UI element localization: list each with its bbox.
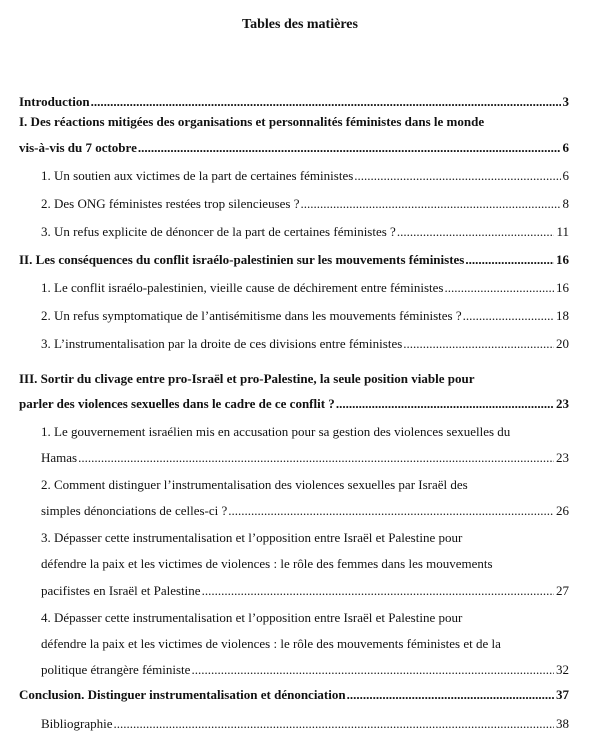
toc-subsection-row <box>41 279 569 297</box>
toc-subsection-row <box>41 195 569 213</box>
dot-leader <box>347 686 554 704</box>
toc-entry-text: Bibliographie <box>41 716 113 731</box>
dot-leader <box>191 661 554 679</box>
toc-entry-text: 1. Le gouvernement israélien mis en accusation pour sa gestion des violences sexuelles du <box>41 424 511 439</box>
toc-entry-text: défendre la paix et les victimes de violences : le rôle des femmes dans les mouvements <box>41 556 493 571</box>
toc-subsection-row <box>41 449 569 467</box>
toc-entry-text: Introduction <box>19 94 90 109</box>
page-number: 8 <box>562 196 569 211</box>
page-number: 6 <box>562 140 569 155</box>
toc-entry-text: I. Des réactions mitigées des organisations et personnalités féministes dans le monde <box>19 114 485 129</box>
toc-subsection-row <box>41 307 569 325</box>
page-number: 11 <box>556 224 569 239</box>
toc-entry-text: défendre la paix et les victimes de violences : le rôle des mouvements féministes et de la <box>41 636 501 651</box>
toc-entry-text: Conclusion. Distinguer instrumentalisation et dénonciation <box>19 687 346 702</box>
toc-entry-text: 3. Dépasser cette instrumentalisation et l’opposition entre Israël et Palestine pour <box>41 530 463 545</box>
toc-entry-text: 1. Le conflit israélo-palestinien, vieille cause de déchirement entre féministes <box>41 280 444 295</box>
dot-leader <box>463 307 554 325</box>
dot-leader <box>465 251 554 269</box>
page-number: 18 <box>556 308 569 323</box>
toc-entry-text: III. Sortir du clivage entre pro-Israël et pro-Palestine, la seule position viable pour <box>19 371 475 386</box>
toc-subsection-row <box>41 502 569 520</box>
toc-entry-text: 2. Comment distinguer l’instrumentalisation des violences sexuelles par Israël des <box>41 477 468 492</box>
toc-entry-text: parler des violences sexuelles dans le cadre de ce conflit ? <box>19 396 335 411</box>
toc-entry-text: II. Les conséquences du conflit israélo-palestinien sur les mouvements féministes <box>19 252 465 267</box>
page-number: 16 <box>556 252 569 267</box>
toc-section-row <box>19 139 569 157</box>
dot-leader <box>228 502 554 520</box>
dot-leader <box>397 223 555 241</box>
toc-entry-text: politique étrangère féministe <box>41 662 191 677</box>
page-number: 3 <box>562 94 569 109</box>
dot-leader <box>354 167 560 185</box>
dot-leader <box>138 139 561 157</box>
page-number: 38 <box>556 716 569 731</box>
toc-title: Tables des matières <box>242 17 358 32</box>
toc-entry-text: pacifistes en Israël et Palestine <box>41 583 201 598</box>
page-number: 37 <box>556 687 569 702</box>
toc-entry-text: simples dénonciations de celles-ci ? <box>41 503 228 518</box>
toc-section-row <box>19 251 569 269</box>
toc-subsection-row <box>41 167 569 185</box>
page-number: 32 <box>556 662 569 677</box>
page-number: 6 <box>562 168 569 183</box>
toc-section-row <box>19 395 569 413</box>
page-number: 20 <box>556 336 569 351</box>
toc-entry-text: 2. Des ONG féministes restées trop silencieuses ? <box>41 196 300 211</box>
dot-leader <box>91 93 561 111</box>
page-number: 23 <box>556 396 569 411</box>
toc-entry-text: Hamas <box>41 450 78 465</box>
toc-entry-text: 4. Dépasser cette instrumentalisation et l’opposition entre Israël et Palestine pour <box>41 610 463 625</box>
toc-entry-text: vis-à-vis du 7 octobre <box>19 140 137 155</box>
page-number: 26 <box>556 503 569 518</box>
toc-subsection-row <box>41 582 569 600</box>
page-number: 16 <box>556 280 569 295</box>
dot-leader <box>202 582 554 600</box>
dot-leader <box>444 279 554 297</box>
page-number: 27 <box>556 583 569 598</box>
toc-subsection-row <box>41 715 569 733</box>
toc-entry-text: 2. Un refus symptomatique de l’antisémitisme dans les mouvements féministes ? <box>41 308 462 323</box>
page-number: 23 <box>556 450 569 465</box>
toc-entry-text: 1. Un soutien aux victimes de la part de certaines féministes <box>41 168 354 183</box>
dot-leader <box>78 449 554 467</box>
toc-section-row <box>19 93 569 111</box>
toc-subsection-row <box>41 223 569 241</box>
toc-entry-text: 3. L’instrumentalisation par la droite de ces divisions entre féministes <box>41 336 403 351</box>
toc-entry-text: 3. Un refus explicite de dénoncer de la part de certaines féministes ? <box>41 224 396 239</box>
dot-leader <box>114 715 555 733</box>
dot-leader <box>336 395 554 413</box>
toc-section-row <box>19 686 569 704</box>
dot-leader <box>301 195 561 213</box>
toc-subsection-row <box>41 661 569 679</box>
toc-subsection-row <box>41 335 569 353</box>
dot-leader <box>403 335 554 353</box>
